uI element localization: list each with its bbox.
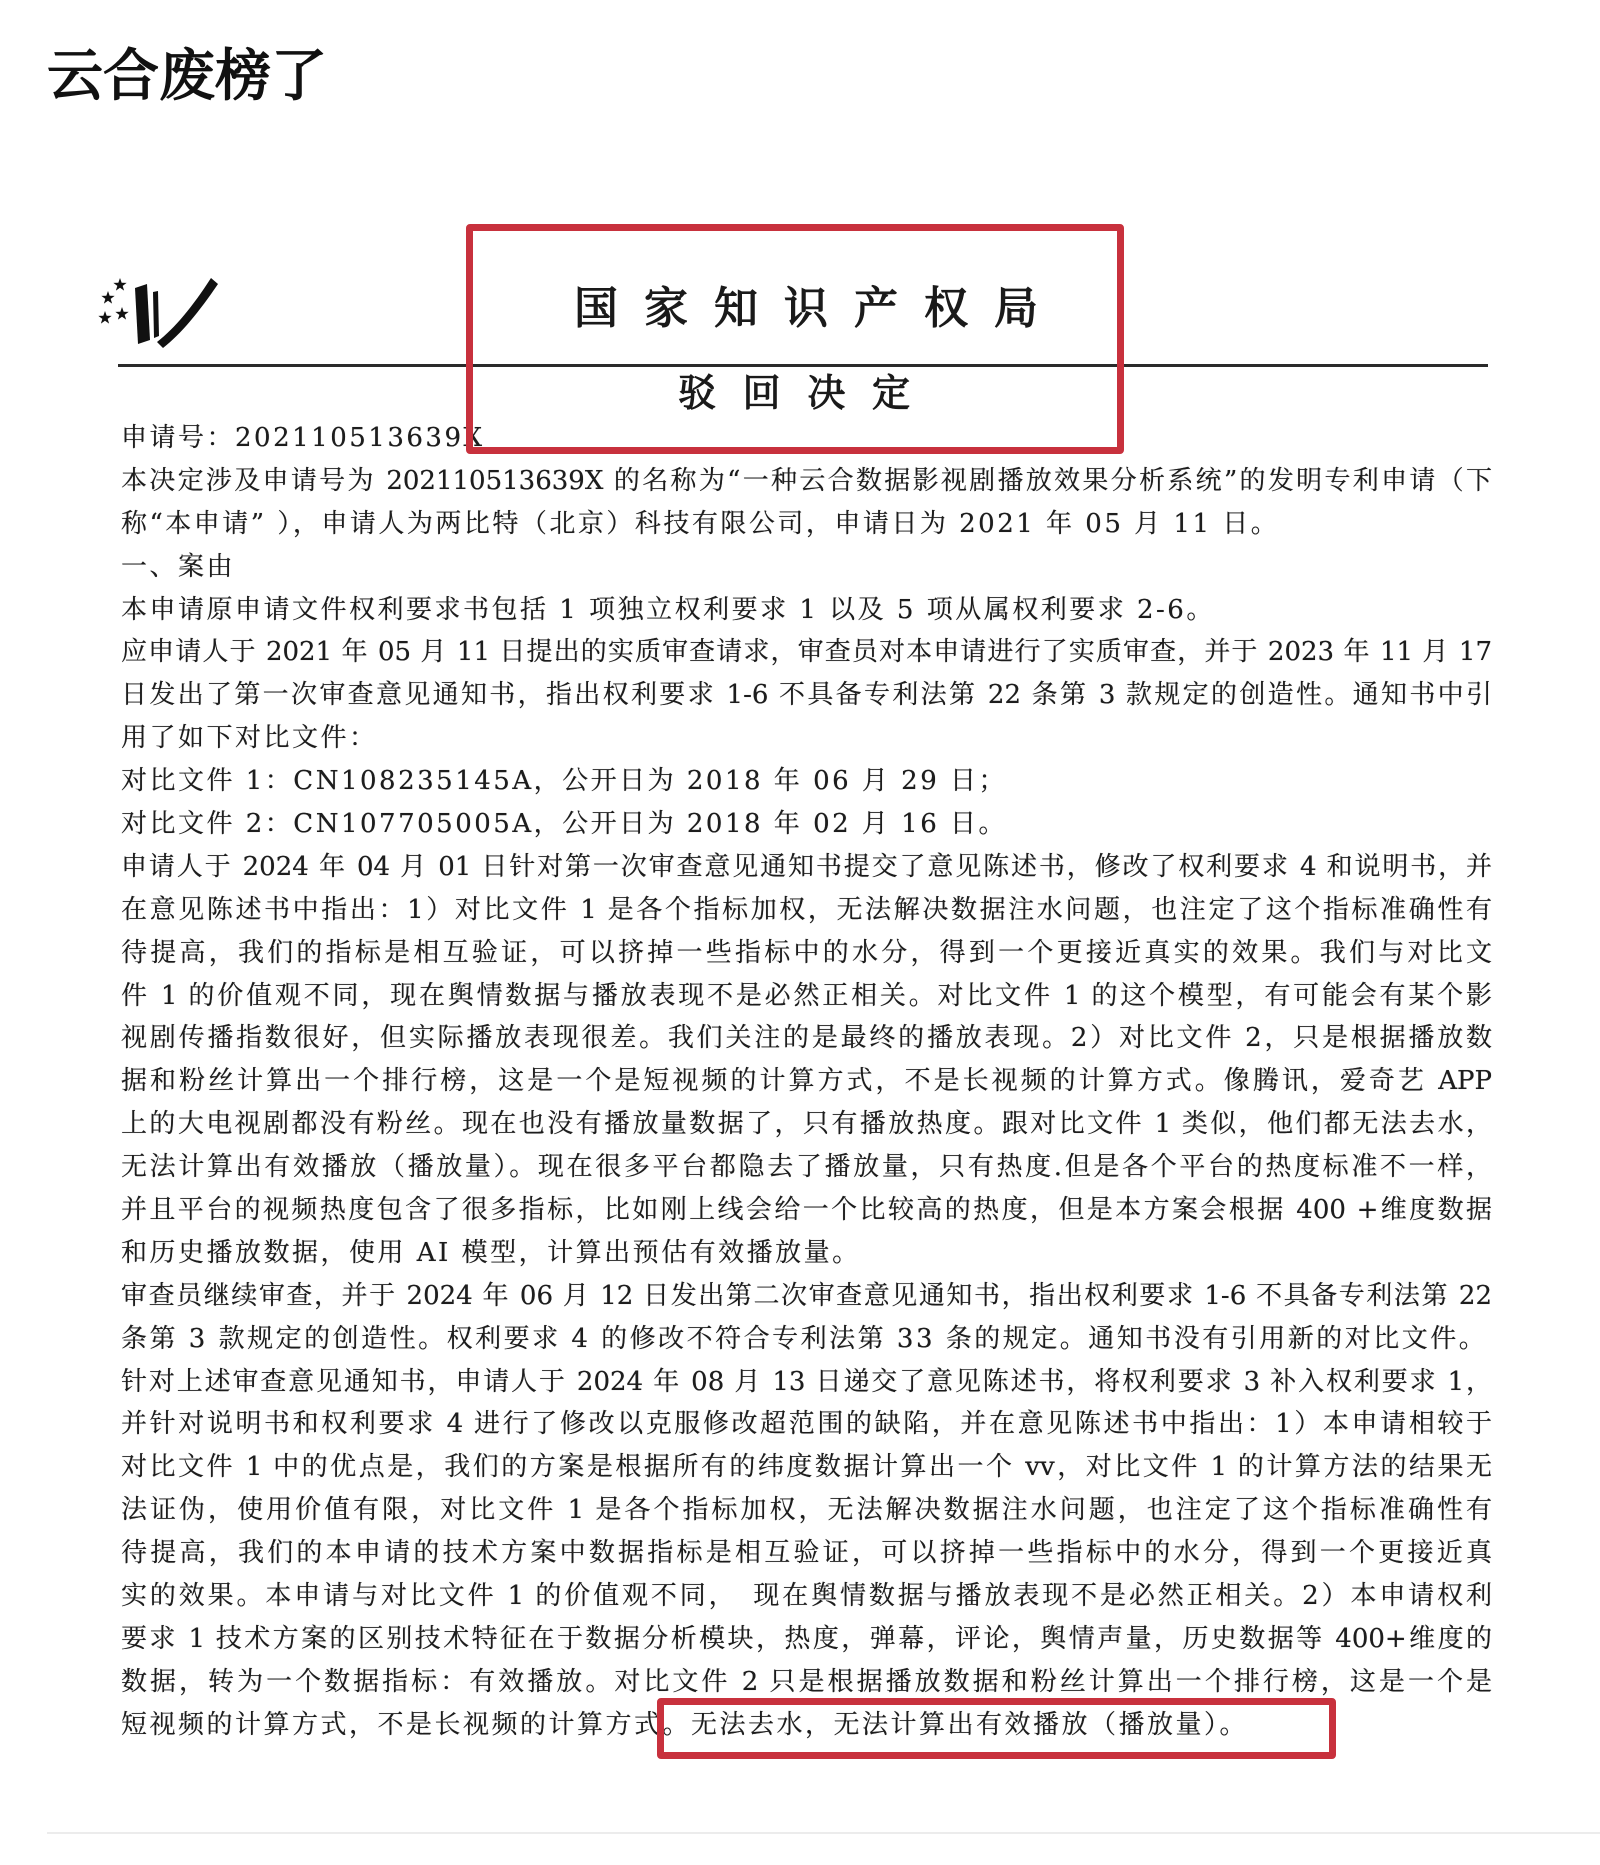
document-line: 和历史播放数据，使用 AI 模型，计算出预估有效播放量。 [121,1237,861,1268]
document-line: 上的大电视剧都没有粉丝。现在也没有播放量数据了，只有播放热度。跟对比文件 1 类似，他们都无法去水， [121,1109,1492,1140]
document-issuer: 国 家 知 识 产 权 局 [574,283,1038,334]
document-line: 视剧传播指数很好，但实际播放表现很差。我们关注的是最终的播放表现。2）对比文件 2，只是根据播放数 [121,1023,1492,1054]
document-line: 应申请人于 2021 年 05 月 11 日提出的实质审查请求，审查员对本申请进行了实质审查，并于 2023 年 11 月 17 [121,637,1492,668]
document-line: 本决定涉及申请号为 202110513639X 的名称为“一种云合数据影视剧播放效果分析系统”的发明专利申请（下 [121,465,1492,496]
document-line: 对比文件 1：CN108235145A，公开日为 2018 年 06 月 29 日； [121,766,1008,797]
header-highlight-box [466,224,1124,454]
document-line: 数据，转为一个数据指标：有效播放。对比文件 2 只是根据播放数据和粉丝计算出一个排行榜，这是一个是 [121,1666,1492,1697]
conclusion-highlight-box [657,1698,1336,1759]
document-line: 本申请原申请文件权利要求书包括 1 项独立权利要求 1 以及 5 项从属权利要求 2-6。 [121,594,1215,625]
document-line: 要求 1 技术方案的区别技术特征在于数据分析模块，热度，弹幕，评论，舆情声量，历史数据等 400+维度的 [121,1623,1492,1654]
document-line: 日发出了第一次审查意见通知书，指出权利要求 1-6 不具备专利法第 22 条第 3 款规定的创造性。通知书中引 [121,680,1492,711]
document-paragraph [121,631,1492,760]
document-line: 申请人于 2024 年 04 月 01 日针对第一次审查意见通知书提交了意见陈述书，修改了权利要求 4 和说明书，并 [121,851,1492,882]
document-line: 申请号：202110513639X [121,423,485,453]
document-line: 并针对说明书和权利要求 4 进行了修改以克服修改超范围的缺陷，并在意见陈述书中指出：1）本申请相较于 [121,1409,1492,1440]
post-image[interactable] [47,180,1600,1820]
document-paragraph [121,1361,1492,1747]
document-paragraph [121,546,1492,589]
document-line: 对比文件 1 中的优点是，我们的方案是根据所有的纬度数据计算出一个 vv，对比文件 1 的计算方法的结果无 [121,1452,1492,1483]
document-body [121,417,1492,1747]
post-title: 云合废榜了 [47,44,327,109]
document-paragraph [121,460,1492,546]
document-line: 短视频的计算方式，不是长视频的计算方式。无法去水，无法计算出有效播放（播放量）。 [121,1709,1249,1740]
document-decision-type: 驳 回 决 定 [678,371,910,415]
document-line: 据和粉丝计算出一个排行榜，这是一个是短视频的计算方式，不是长视频的计算方式。像腾讯，爱奇艺 APP [121,1066,1492,1097]
document-line: 法证伪，使用价值有限，对比文件 1 是各个指标加权，无法解决数据注水问题，也注定了这个指标准确性有 [121,1495,1492,1526]
document-line: 审查员继续审查，并于 2024 年 06 月 12 日发出第二次审查意见通知书，指出权利要求 1-6 不具备专利法第 22 [121,1280,1492,1311]
document-line: 待提高，我们的指标是相互验证，可以挤掉一些指标中的水分，得到一个更接近真实的效果。我们与对比文 [121,937,1492,968]
document-line: 件 1 的价值观不同，现在舆情数据与播放表现不是必然正相关。对比文件 1 的这个模型，有可能会有某个影 [121,980,1492,1011]
document-paragraph [121,589,1492,632]
document-line: 并且平台的视频热度包含了很多指标，比如刚上线会给一个比较高的热度，但是本方案会根据 400 +维度数据 [121,1195,1492,1226]
document-line: 实的效果。本申请与对比文件 1 的价值观不同， 现在舆情数据与播放表现不是必然正相关。2）本申请权利 [121,1581,1492,1612]
document-paragraph [121,803,1492,846]
document-paragraph [121,846,1492,1275]
document-line: 用了如下对比文件： [121,723,378,754]
document-line: 针对上述审查意见通知书，申请人于 2024 年 08 月 13 日递交了意见陈述书，将权利要求 3 补入权利要求 1， [121,1366,1492,1397]
post-divider [47,1832,1600,1834]
document-paragraph [121,760,1492,803]
document-line: 在意见陈述书中指出：1）对比文件 1 是各个指标加权，无法解决数据注水问题，也注定了这个指标准确性有 [121,894,1492,925]
cnipa-emblem-icon [95,272,220,350]
document-line: 无法计算出有效播放（播放量）。现在很多平台都隐去了播放量，只有热度.但是各个平台的热度标准不一样， [121,1152,1492,1183]
document-line: 条第 3 款规定的创造性。权利要求 4 的修改不符合专利法第 33 条的规定。通知书没有引用新的对比文件。 [121,1323,1488,1354]
document-line: 对比文件 2：CN107705005A，公开日为 2018 年 02 月 16 日。 [121,809,1008,840]
document-paragraph [121,1275,1492,1361]
document-line: 待提高，我们的本申请的技术方案中数据指标是相互验证，可以挤掉一些指标中的水分，得到一个更接近真 [121,1538,1492,1569]
document-line: 称“本申请” ），申请人为两比特（北京）科技有限公司，申请日为 2021 年 05 月 11 日。 [121,508,1280,539]
document-line: 一、案由 [121,551,236,582]
